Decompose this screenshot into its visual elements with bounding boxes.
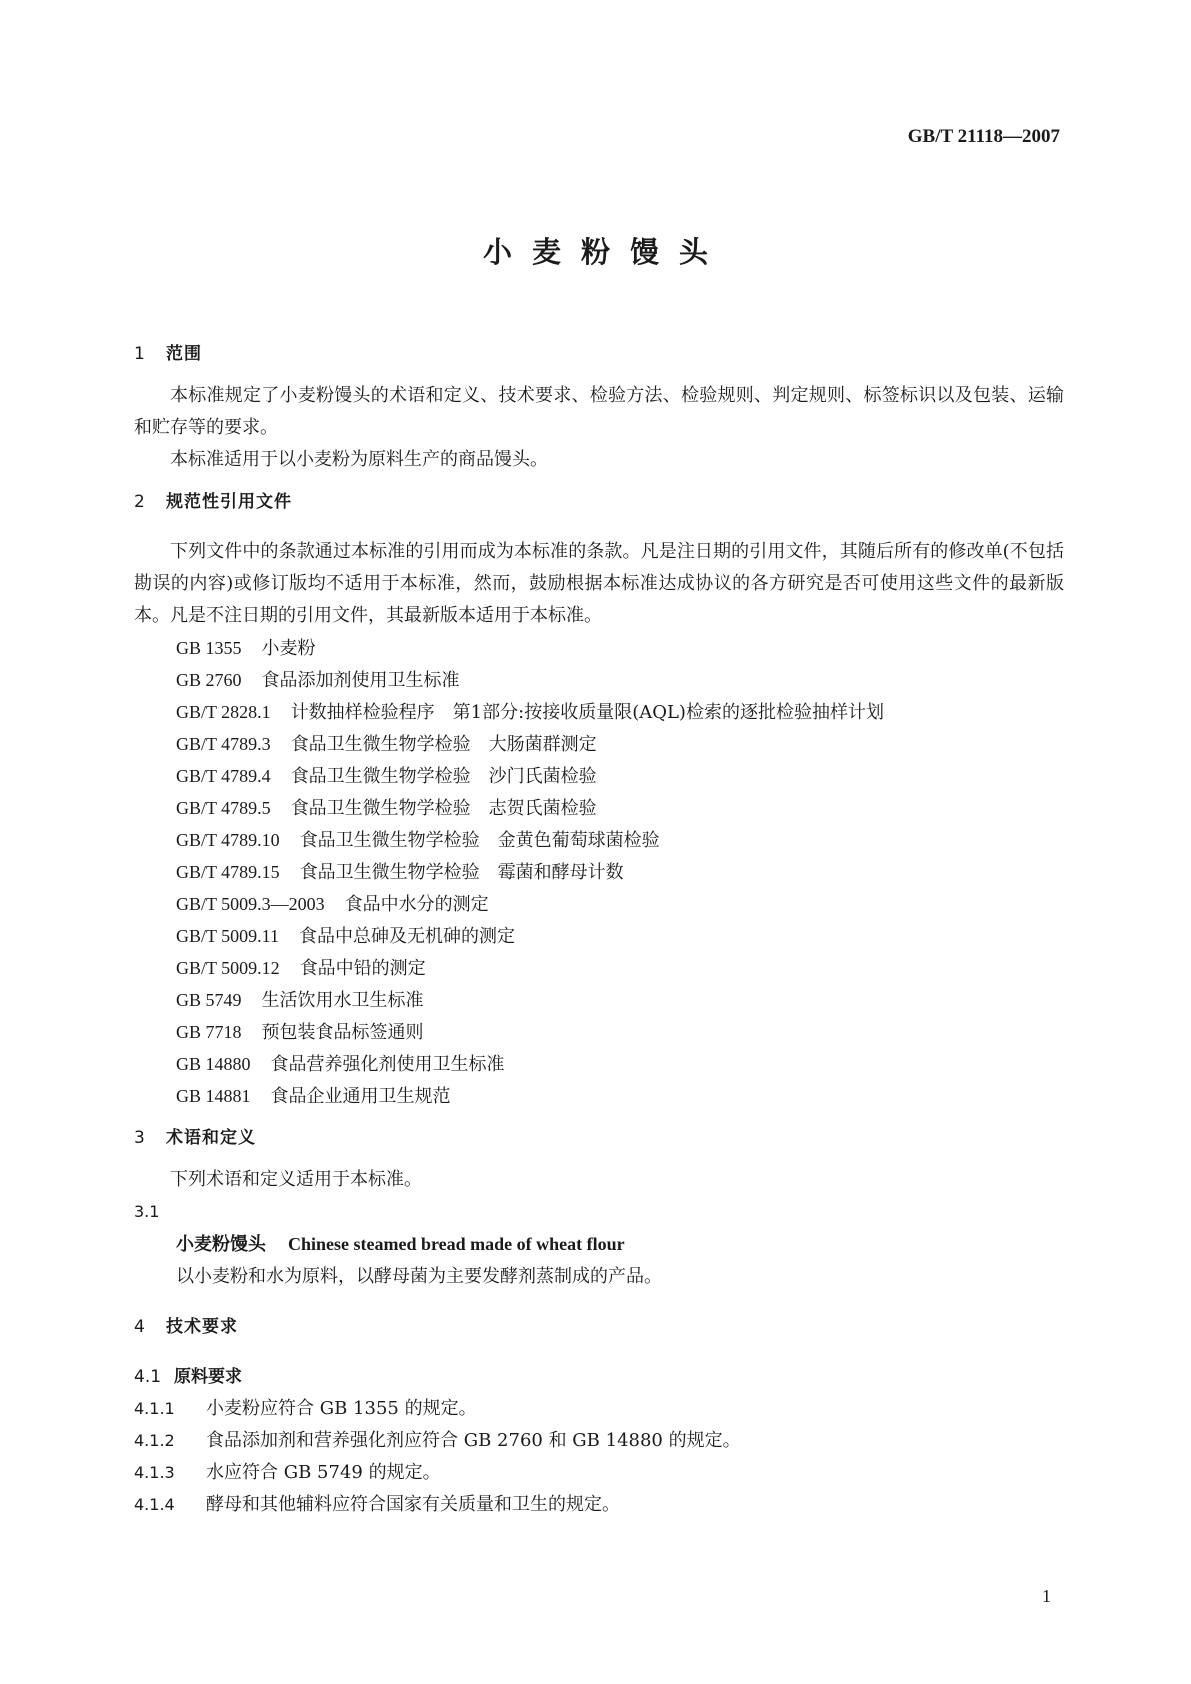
reference-title: 食品卫生微生物学检验 霉菌和酵母计数	[299, 862, 624, 883]
reference-code: GB 1355	[176, 638, 242, 658]
reference-item	[176, 696, 1064, 728]
reference-title: 食品中铅的测定	[299, 958, 426, 979]
section-title: 术语和定义	[166, 1128, 256, 1148]
reference-code: GB/T 4789.15	[176, 862, 280, 882]
clause-number: 4.1.4	[134, 1495, 175, 1514]
reference-code: GB/T 5009.3—2003	[176, 894, 325, 914]
clause-number: 4.1.2	[134, 1431, 175, 1450]
reference-title: 食品卫生微生物学检验 沙门氏菌检验	[290, 766, 597, 787]
reference-code: GB 14880	[176, 1054, 251, 1074]
reference-title: 食品卫生微生物学检验 大肠菌群测定	[290, 734, 597, 755]
reference-item	[176, 856, 1064, 888]
reference-code: GB/T 4789.10	[176, 830, 280, 850]
reference-item	[176, 664, 1064, 696]
section-title: 范围	[166, 344, 202, 364]
document-title: 小麦粉馒头	[482, 235, 728, 269]
reference-code: GB/T 5009.12	[176, 958, 280, 978]
reference-item	[176, 824, 1064, 856]
terms-intro: 下列术语和定义适用于本标准。	[170, 1169, 422, 1190]
section-2-heading	[134, 486, 1064, 518]
clause-text: 小麦粉应符合 GB 1355 的规定。	[206, 1398, 477, 1419]
section-number: 3	[134, 1128, 146, 1148]
section-4-heading	[134, 1311, 1064, 1343]
reference-item	[176, 632, 1064, 664]
reference-list	[134, 632, 1064, 1112]
reference-code: GB 7718	[176, 1022, 242, 1042]
reference-title: 预包装食品标签通则	[261, 1022, 424, 1043]
reference-code: GB 2760	[176, 670, 242, 690]
reference-title: 食品中总砷及无机砷的测定	[299, 926, 516, 947]
reference-item	[176, 1080, 1064, 1112]
reference-item	[176, 728, 1064, 760]
clause-text: 水应符合 GB 5749 的规定。	[206, 1462, 441, 1483]
reference-item	[176, 984, 1064, 1016]
reference-title: 食品营养强化剂使用卫生标准	[270, 1054, 505, 1075]
clause-number: 4.1.3	[134, 1463, 175, 1482]
section-number: 4	[134, 1317, 146, 1337]
clause-item	[134, 1489, 1064, 1521]
reference-title: 食品中水分的测定	[344, 894, 489, 915]
term-definition: 以小麦粉和水为原料，以酵母菌为主要发酵剂蒸制成的产品。	[176, 1266, 662, 1287]
clause-text: 食品添加剂和营养强化剂应符合 GB 2760 和 GB 14880 的规定。	[206, 1430, 741, 1451]
reference-code: GB/T 4789.4	[176, 766, 271, 786]
reference-item	[176, 760, 1064, 792]
section-1-heading	[134, 338, 1064, 370]
reference-code: GB/T 2828.1	[176, 702, 271, 722]
reference-code: GB/T 4789.3	[176, 734, 271, 754]
page-number: 1	[1042, 1586, 1051, 1606]
clause-item	[134, 1425, 1064, 1457]
term-chinese: 小麦粉馒头	[176, 1234, 266, 1255]
reference-title: 食品卫生微生物学检验 志贺氏菌检验	[290, 798, 597, 819]
subsection-4-1-heading	[134, 1361, 1064, 1393]
reference-item	[176, 920, 1064, 952]
clause-number: 4.1.1	[134, 1399, 175, 1418]
document-body	[134, 338, 1064, 1521]
reference-item	[176, 952, 1064, 984]
term-english: Chinese steamed bread made of wheat flour	[288, 1234, 625, 1254]
section-number: 2	[134, 492, 146, 512]
reference-title: 计数抽样检验程序 第1部分:按接收质量限(AQL)检索的逐批检验抽样计划	[290, 702, 884, 723]
scope-paragraph-2: 本标准适用于以小麦粉为原料生产的商品馒头。	[170, 449, 548, 470]
subsection-number: 4.1	[134, 1367, 162, 1387]
standard-code: GB/T 21118—2007	[907, 126, 1060, 147]
clause-item	[134, 1393, 1064, 1425]
reference-code: GB/T 4789.5	[176, 798, 271, 818]
term-number: 3.1	[134, 1202, 160, 1221]
term-heading	[134, 1228, 1064, 1261]
reference-title: 生活饮用水卫生标准	[261, 990, 424, 1011]
reference-title: 食品卫生微生物学检验 金黄色葡萄球菌检验	[299, 830, 660, 851]
reference-title: 食品企业通用卫生规范	[270, 1086, 451, 1107]
section-title: 技术要求	[166, 1317, 238, 1337]
clause-text: 酵母和其他辅料应符合国家有关质量和卫生的规定。	[206, 1494, 620, 1515]
reference-item	[176, 888, 1064, 920]
reference-item	[176, 1048, 1064, 1080]
subsection-title: 原料要求	[174, 1367, 242, 1387]
clause-item	[134, 1457, 1064, 1489]
section-title: 规范性引用文件	[166, 492, 292, 512]
reference-item	[176, 1016, 1064, 1048]
scope-paragraph-1: 本标准规定了小麦粉馒头的术语和定义、技术要求、检验方法、检验规则、判定规则、标签标识以及包装、运输和贮存等的要求。	[134, 385, 1064, 438]
reference-code: GB 5749	[176, 990, 242, 1010]
section-number: 1	[134, 344, 146, 364]
reference-code: GB 14881	[176, 1086, 251, 1106]
reference-code: GB/T 5009.11	[176, 926, 280, 946]
reference-item	[176, 792, 1064, 824]
references-intro: 下列文件中的条款通过本标准的引用而成为本标准的条款。凡是注日期的引用文件，其随后所有的修改单(不包括勘误的内容)或修订版均不适用于本标准，然而，鼓励根据本标准达成协议的各方研究是否可使用这些文件的最新版本。凡是不注日期的引用文件，其最新版本适用于本标准。	[134, 541, 1064, 626]
reference-title: 食品添加剂使用卫生标准	[261, 670, 460, 691]
reference-title: 小麦粉	[261, 638, 316, 659]
section-3-heading	[134, 1122, 1064, 1154]
